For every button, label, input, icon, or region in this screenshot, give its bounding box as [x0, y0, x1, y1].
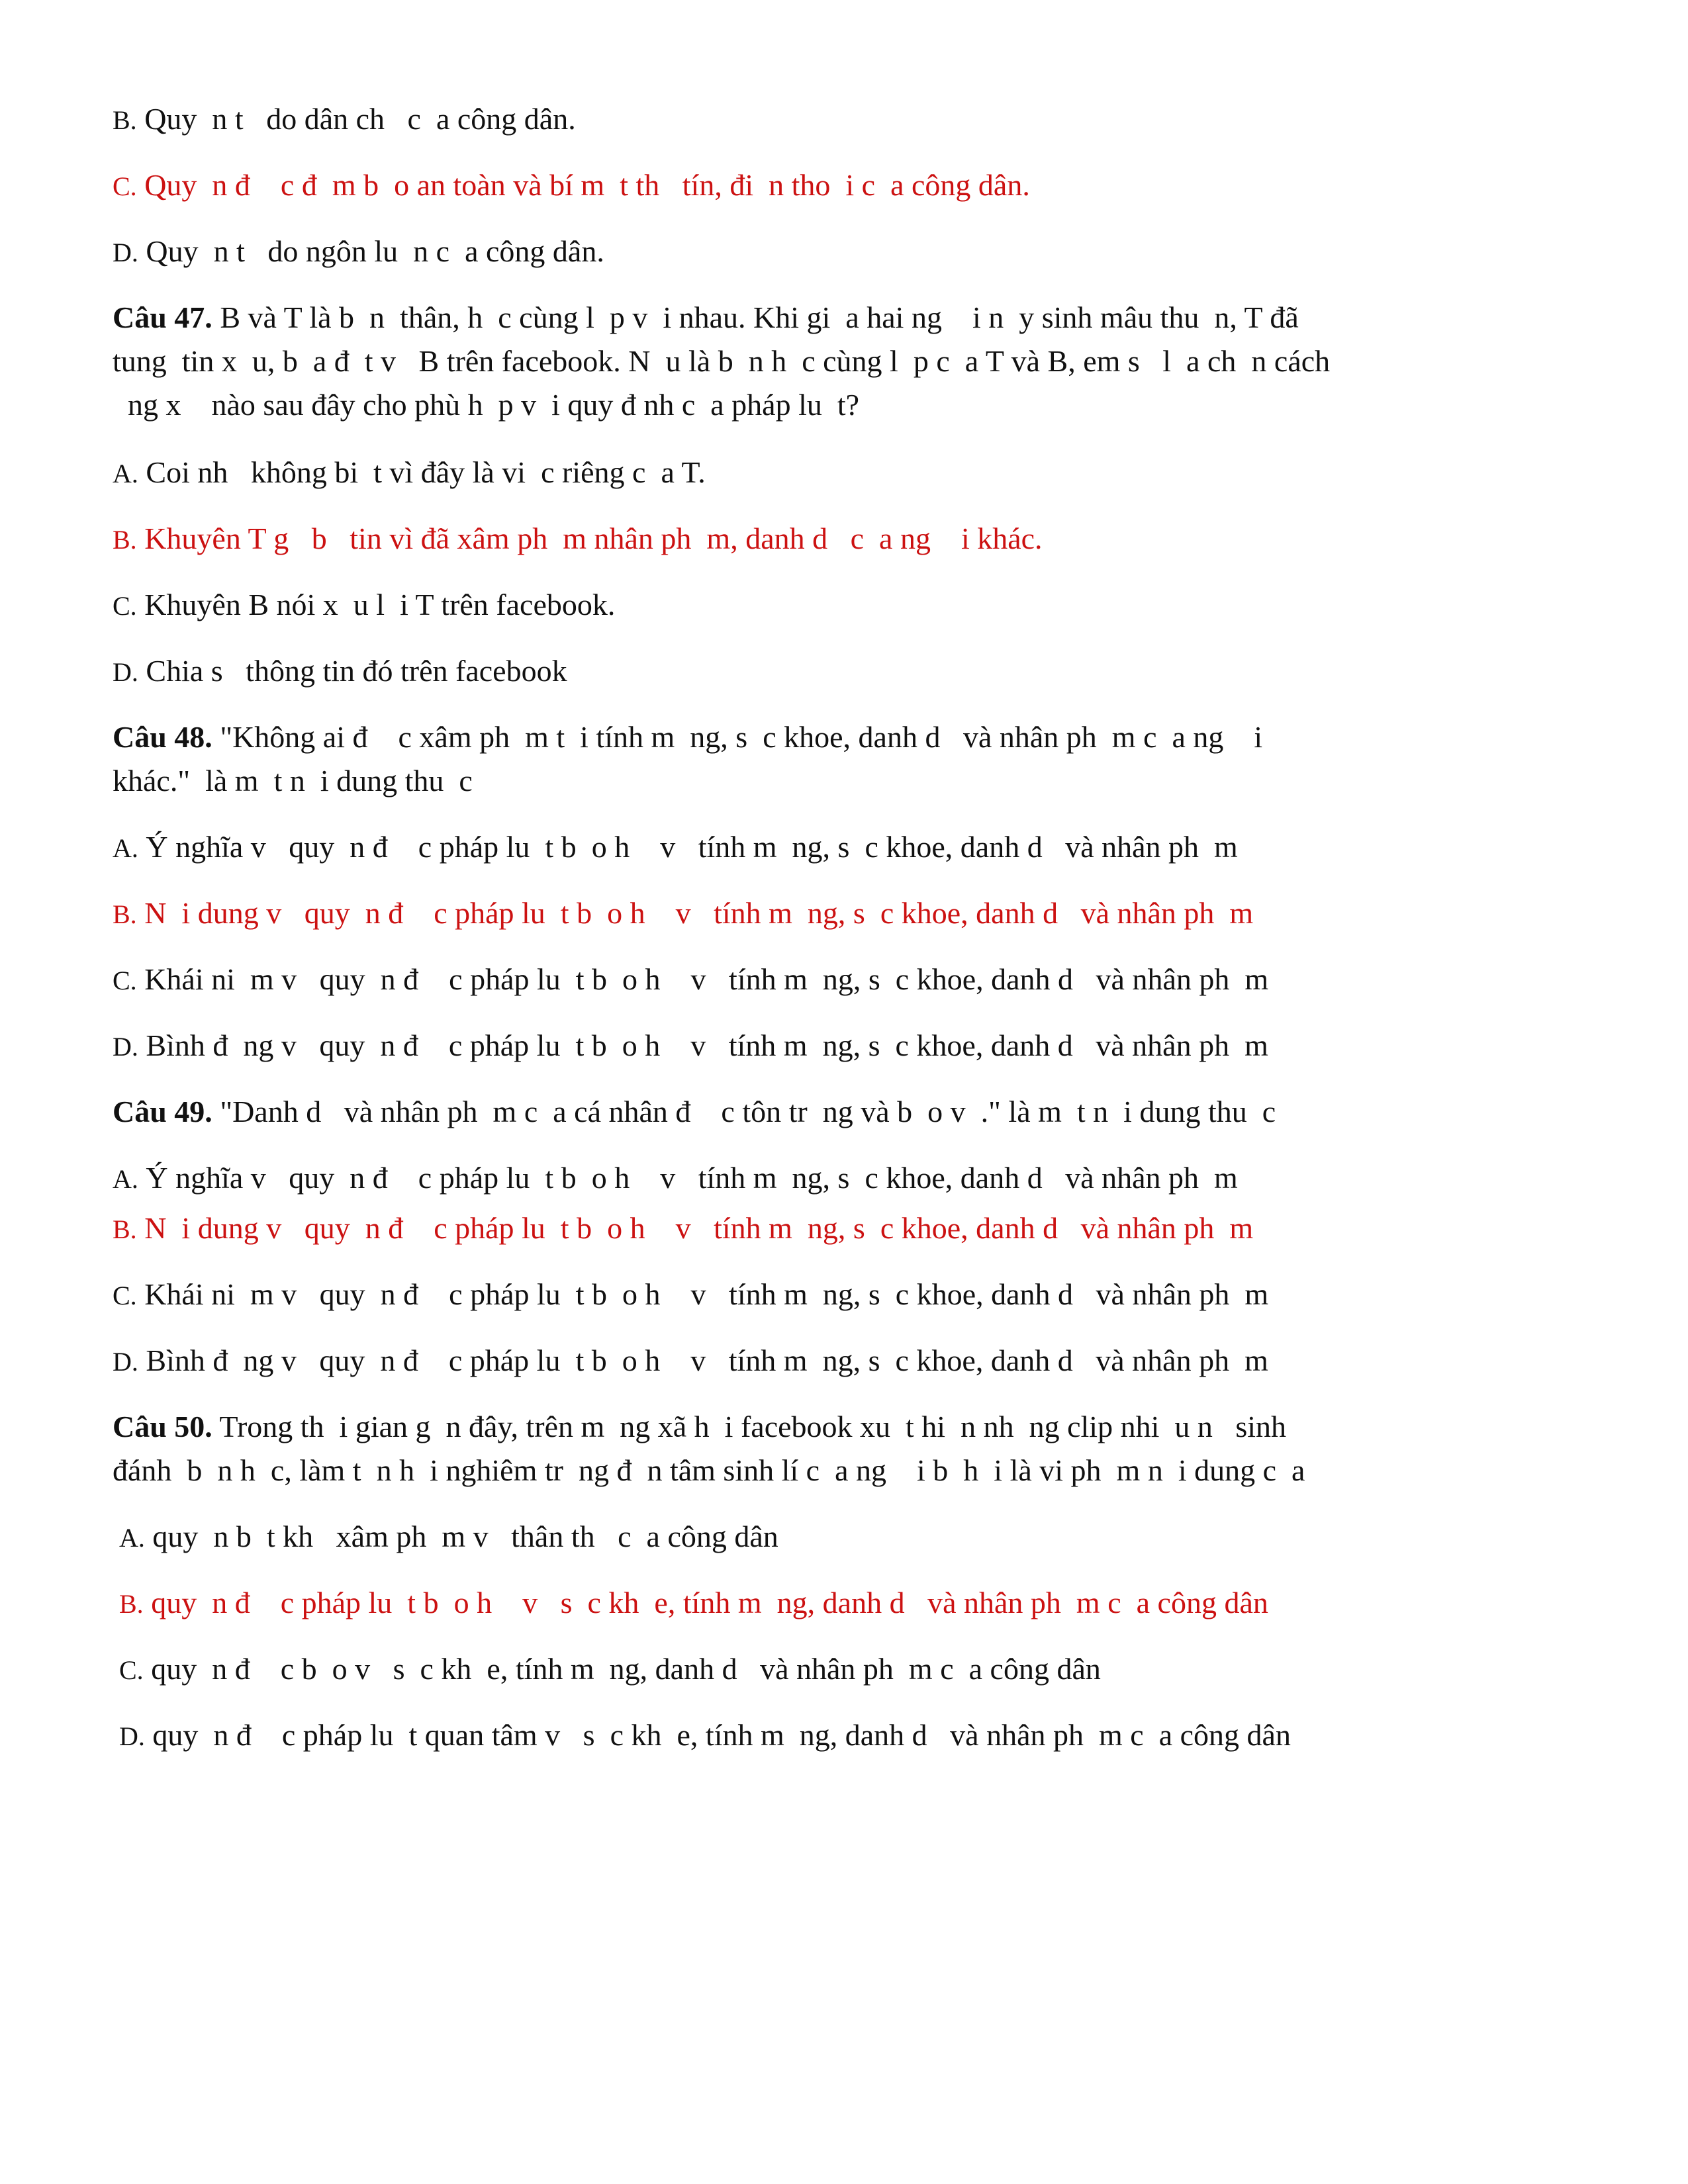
q46-option-b — [113, 101, 576, 139]
q47-option-d — [113, 653, 567, 691]
q48-option-a — [113, 829, 1238, 867]
option-text: Khái ni m v quy n đ c pháp lu t b o h v tính m ng, s c khoe, danh d và nhân ph m — [136, 1277, 1269, 1311]
option-label: C. — [113, 171, 137, 201]
q48-option-c — [113, 961, 1268, 999]
q47-option-a — [113, 454, 706, 492]
option-text: Khuyên T g b tin vì đã xâm ph m nhân ph m, danh d c a ng i khác. — [136, 522, 1043, 555]
option-label: A. — [113, 833, 138, 863]
option-label: A. — [113, 1164, 138, 1194]
q49-stem-line-1 — [113, 1093, 1276, 1130]
q47-option-b-correct — [113, 520, 1043, 559]
option-label: B. — [113, 525, 137, 555]
q49-option-d — [113, 1342, 1268, 1381]
question-number: Câu 49. — [113, 1095, 212, 1128]
option-text: N i dung v quy n đ c pháp lu t b o h v tính m ng, s c khoe, danh d và nhân ph m — [136, 1211, 1254, 1245]
option-text: Ý nghĩa v quy n đ c pháp lu t b o h v tính m ng, s c khoe, danh d và nhân ph m — [138, 1161, 1238, 1195]
option-label: B. — [113, 1214, 137, 1244]
option-label: D. — [113, 1347, 138, 1377]
q49-option-a — [113, 1160, 1238, 1198]
option-label: C. — [113, 1281, 137, 1310]
option-label: D. — [119, 1721, 145, 1751]
option-label: D. — [113, 657, 138, 687]
q48-stem-line-2: khác." là m t n i dung thu c — [113, 764, 473, 797]
question-number: Câu 48. — [113, 720, 212, 754]
q50-option-d — [119, 1717, 1291, 1755]
question-text: "Không ai đ c xâm ph m t i tính m ng, s c khoe, danh d và nhân ph m c a ng i — [212, 720, 1263, 754]
option-text: quy n đ c pháp lu t b o h v s c kh e, tính m ng, danh d và nhân ph m c a công dân — [143, 1586, 1268, 1619]
q49-option-b-correct — [113, 1210, 1253, 1248]
q48-option-d — [113, 1027, 1268, 1066]
option-text: Quy n t do ngôn lu n c a công dân. — [138, 234, 604, 268]
q47-stem-line-1 — [113, 299, 1299, 336]
question-text: B và T là b n thân, h c cùng l p v i nhau. Khi gi a hai ng i n y sinh mâu thu n, T đã — [212, 300, 1299, 334]
option-text: Ý nghĩa v quy n đ c pháp lu t b o h v tính m ng, s c khoe, danh d và nhân ph m — [138, 830, 1238, 864]
option-label: A. — [119, 1523, 145, 1553]
q47-stem-line-2: tung tin x u, b a đ t v B trên facebook. N u là b n h c cùng l p c a T và B, em s l a ch n cách — [113, 344, 1331, 378]
q47-stem-line-3: ng x nào sau đây cho phù h p v i quy đ nh c a pháp lu t? — [113, 388, 860, 422]
option-label: B. — [119, 1589, 144, 1619]
q50-option-b-correct — [119, 1584, 1268, 1623]
question-text: Trong th i gian g n đây, trên m ng xã h i facebook xu t hi n nh ng clip nhi u n sinh — [212, 1410, 1287, 1443]
option-label: C. — [119, 1655, 144, 1685]
question-number: Câu 50. — [113, 1410, 212, 1443]
option-text: quy n đ c pháp lu t quan tâm v s c kh e, tính m ng, danh d và nhân ph m c a công dân — [144, 1718, 1291, 1752]
option-label: B. — [113, 899, 137, 929]
q48-option-b-correct — [113, 895, 1253, 933]
option-label: C. — [113, 966, 137, 995]
option-text: Quy n t do dân ch c a công dân. — [136, 102, 576, 136]
option-text: Chia s thông tin đó trên facebook — [138, 654, 567, 688]
option-label: D. — [113, 1032, 138, 1062]
q48-stem-line-1 — [113, 719, 1262, 756]
q46-option-d — [113, 233, 604, 271]
question-text: "Danh d và nhân ph m c a cá nhân đ c tôn tr ng và b o v ." là m t n i dung thu c — [212, 1095, 1276, 1128]
option-text: Bình đ ng v quy n đ c pháp lu t b o h v tính m ng, s c khoe, danh d và nhân ph m — [138, 1028, 1268, 1062]
q50-option-c — [119, 1651, 1101, 1689]
option-text: Khái ni m v quy n đ c pháp lu t b o h v tính m ng, s c khoe, danh d và nhân ph m — [136, 962, 1269, 996]
q50-option-a — [119, 1518, 778, 1557]
option-label: C. — [113, 591, 137, 621]
option-text: Bình đ ng v quy n đ c pháp lu t b o h v tính m ng, s c khoe, danh d và nhân ph m — [138, 1343, 1268, 1377]
option-text: Coi nh không bi t vì đây là vi c riêng c a T. — [138, 455, 706, 489]
option-text: quy n b t kh xâm ph m v thân th c a công dân — [144, 1520, 778, 1553]
option-label: D. — [113, 238, 138, 267]
option-label: B. — [113, 105, 137, 135]
q49-option-c — [113, 1276, 1268, 1314]
option-text: quy n đ c b o v s c kh e, tính m ng, danh d và nhân ph m c a công dân — [143, 1652, 1101, 1686]
option-text: Khuyên B nói x u l i T trên facebook. — [136, 588, 616, 621]
question-number: Câu 47. — [113, 300, 212, 334]
option-text: N i dung v quy n đ c pháp lu t b o h v tính m ng, s c khoe, danh d và nhân ph m — [136, 896, 1254, 930]
q50-stem-line-1 — [113, 1408, 1286, 1445]
q47-option-c — [113, 586, 615, 625]
option-label: A. — [113, 459, 138, 488]
q46-option-c-correct — [113, 167, 1030, 205]
option-text: Quy n đ c đ m b o an toàn và bí m t th tín, đi n tho i c a công dân. — [136, 168, 1030, 202]
q50-stem-line-2: đánh b n h c, làm t n h i nghiêm tr ng đ n tâm sinh lí c a ng i b h i là vi ph m n i dung c a — [113, 1453, 1305, 1487]
